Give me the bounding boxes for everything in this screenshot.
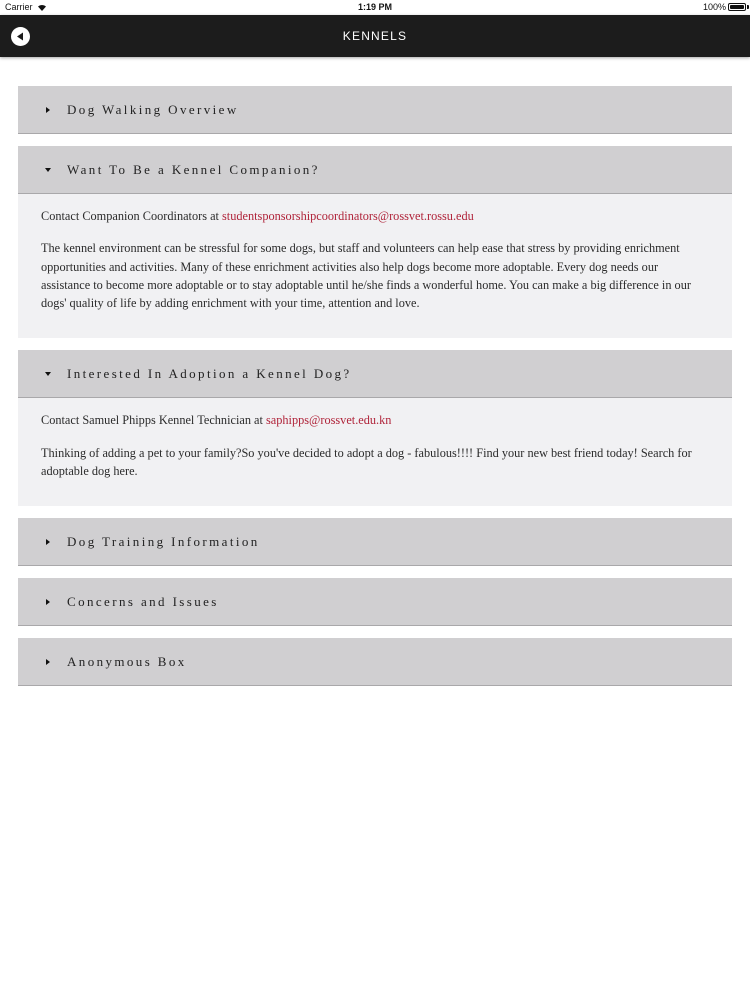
caret-right-icon: [44, 597, 52, 607]
section-dog-walking-overview: [18, 86, 732, 134]
contact-prefix: Contact Samuel Phipps Kennel Technician at: [41, 413, 266, 428]
caret-right-icon: [44, 537, 52, 547]
battery-percentage: 100%: [702, 2, 726, 12]
section-anonymous-box: [18, 638, 732, 686]
carrier-label: Carrier: [5, 2, 33, 12]
section-header-dog-walking-overview[interactable]: [18, 86, 732, 134]
section-kennel-companion: [18, 146, 732, 338]
contact-line: [41, 411, 709, 429]
section-title: Want To Be a Kennel Companion?: [67, 162, 320, 177]
section-adoption: [18, 350, 732, 506]
section-header-adoption[interactable]: [18, 350, 732, 398]
section-concerns: [18, 578, 732, 626]
technician-email-link[interactable]: saphipps@rossvet.edu.kn: [266, 413, 392, 428]
companion-email-link[interactable]: studentsponsorshipcoordinators@rossvet.rossu.edu: [222, 209, 474, 223]
section-header-anonymous-box[interactable]: [18, 638, 732, 686]
navigation-bar: [0, 15, 750, 57]
accordion: [18, 86, 732, 698]
section-title: Anonymous Box: [67, 654, 187, 670]
section-paragraph: Thinking of adding a pet to your family?So you've decided to adopt a dog - fabulous!!!! Find your new best friend today! Search for adoptable dog here.: [41, 445, 692, 479]
section-header-dog-training[interactable]: [18, 518, 732, 566]
section-dog-training: [18, 518, 732, 566]
caret-right-icon: [44, 657, 52, 667]
page-title: KENNELS: [342, 29, 408, 43]
section-paragraph: The kennel environment can be stressful for some dogs, but staff and volunteers can help ease that stress by providing enrichment opportunities and activities. Many of these enrichment activities also help dogs become more adoptable. Every dog needs our assistance to become more adoptable or to stay adoptable until he/she finds a wonderful home. You can make a big difference in our dogs' quality of life by adding enrichment with your time, attention and love.: [41, 241, 691, 311]
section-body-kennel-companion: [18, 194, 732, 338]
section-body-adoption: [18, 398, 732, 506]
caret-right-icon: [44, 105, 52, 115]
caret-down-icon: [44, 369, 52, 379]
section-header-kennel-companion[interactable]: [18, 146, 732, 194]
section-title: Interested In Adoption a Kennel Dog?: [67, 366, 352, 382]
section-header-concerns[interactable]: [18, 578, 732, 626]
contact-prefix: Contact Companion Coordinators at: [41, 209, 223, 223]
caret-down-icon: [44, 165, 52, 175]
clock: 1:19 PM: [357, 2, 392, 12]
contact-line: [41, 207, 709, 225]
section-title: Dog Training Information: [67, 534, 260, 550]
section-title: Dog Walking Overview: [67, 102, 239, 117]
status-bar: [0, 0, 750, 15]
section-title: Concerns and Issues: [67, 594, 219, 610]
battery-icon: [728, 3, 746, 11]
